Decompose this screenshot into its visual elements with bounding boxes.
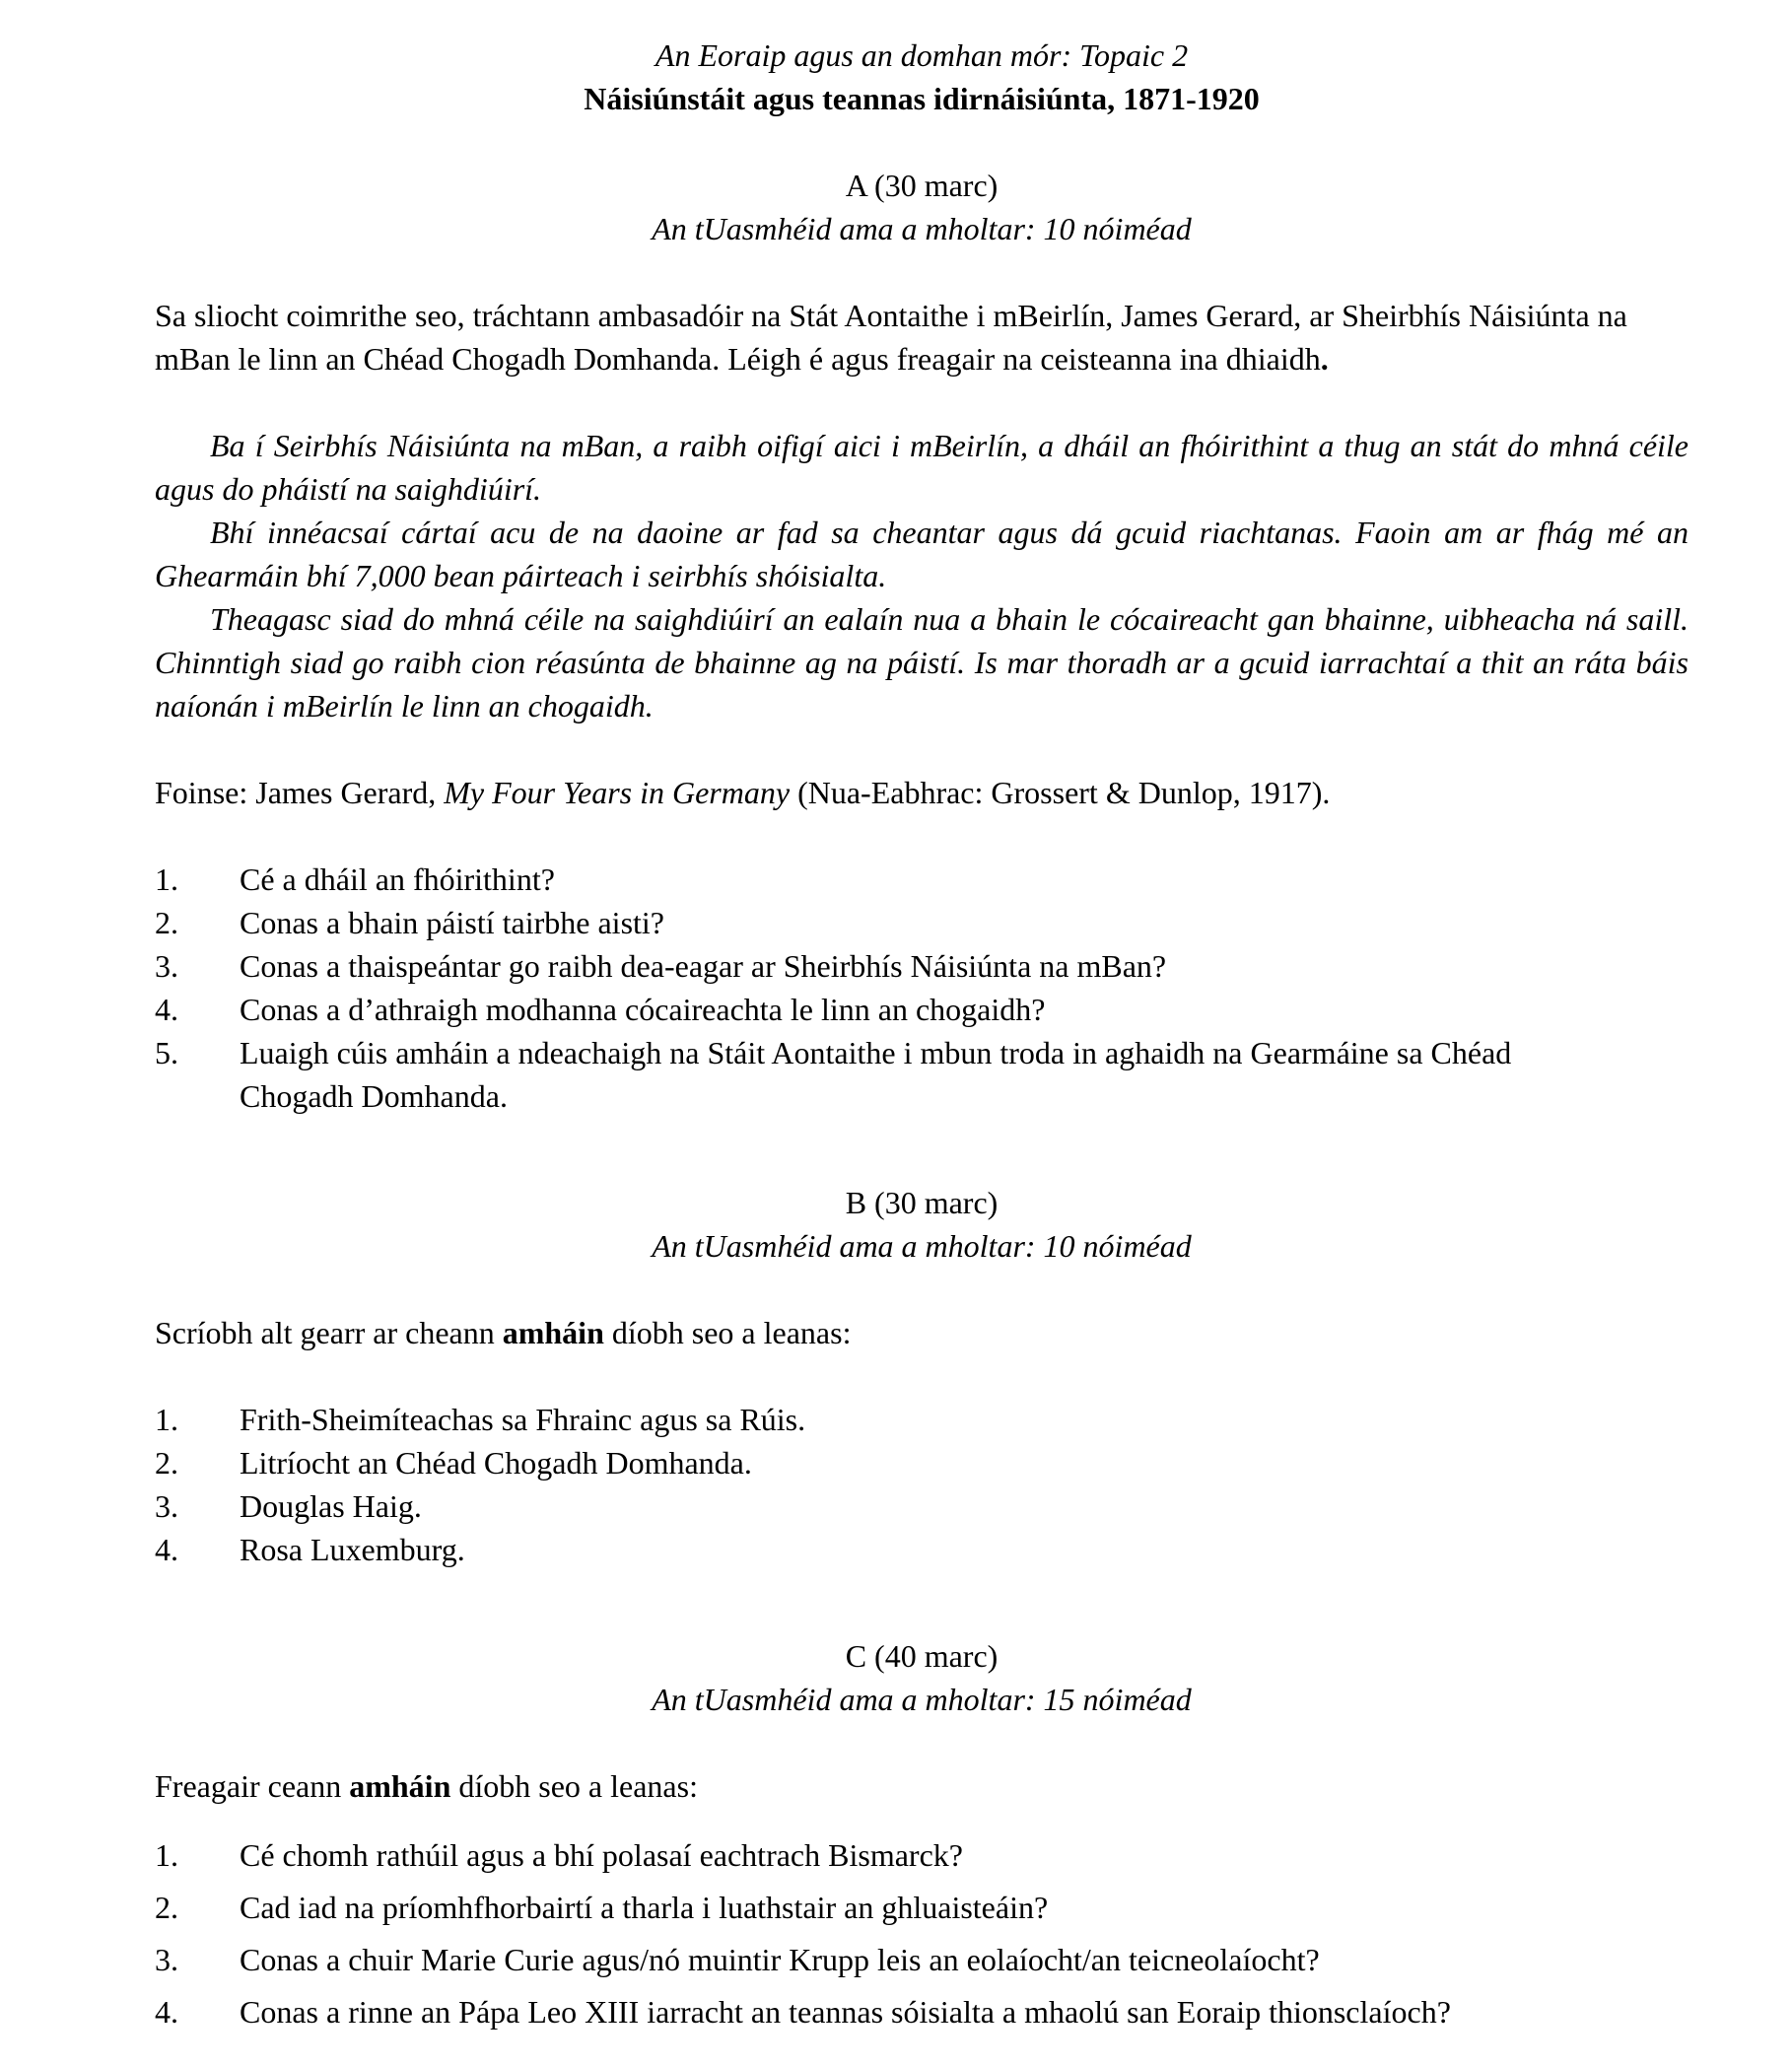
question-text: Conas a d’athraigh modhanna cócaireachta le linn an chogaidh?	[240, 992, 1046, 1027]
section-c-heading: C (40 marc)	[845, 1638, 999, 1674]
question-text: Luaigh cúis amháin a ndeachaigh na Stáit Aontaithe i mbun troda in aghaidh na Gearmáine sa Chéad Chogadh Domhanda.	[240, 1035, 1512, 1114]
section-b-prompt	[155, 1311, 1689, 1354]
question-item	[155, 1886, 1689, 1929]
doc-main-title: Náisiúnstáit agus teannas idirnáisiúnta, 1871-1920	[584, 81, 1260, 116]
question-item	[155, 1990, 1689, 2033]
question-number: 2.	[155, 1890, 178, 1925]
section-c-header	[155, 1634, 1689, 1721]
intro-text: Sa sliocht coimrithe seo, tráchtann ambasadóir na Stát Aontaithe i mBeirlín, James Gerard, ar Sheirbhís Náisiúnta na mBan le linn an Chéad Chogadh Domhanda. Léigh é agus freagair na ceisteanna ina dhiaidh	[155, 298, 1627, 377]
question-item	[155, 901, 1689, 944]
source-book-title: My Four Years in Germany	[444, 775, 791, 810]
source-citation	[155, 771, 1689, 814]
question-number: 2.	[155, 905, 178, 940]
question-text: Cé chomh rathúil agus a bhí polasaí eachtrach Bismarck?	[240, 1837, 963, 1873]
question-item	[155, 944, 1689, 988]
section-b-header	[155, 1181, 1689, 1268]
question-number: 4.	[155, 992, 178, 1027]
section-b-heading: B (30 marc)	[845, 1185, 999, 1220]
extract-paragraph: Ba í Seirbhís Náisiúnta na mBan, a raibh oifigí aici i mBeirlín, a dháil an fhóirithint a thug an stát do mhná céile agus do pháistí na saighdiúirí.	[155, 428, 1689, 507]
section-a-time-note: An tUasmhéid ama a mholtar: 10 nóiméad	[652, 211, 1192, 246]
section-a-question-list	[155, 858, 1689, 1118]
question-number: 1.	[155, 861, 178, 897]
question-number: 3.	[155, 1942, 178, 1977]
prompt-bold-word: amháin	[502, 1315, 604, 1350]
section-a-intro-paragraph	[155, 294, 1689, 380]
question-number: 1.	[155, 1837, 178, 1873]
section-b-question-list	[155, 1398, 1689, 1571]
doc-topic-title: An Eoraip agus an domhan mór: Topaic 2	[655, 37, 1189, 73]
question-text: Douglas Haig.	[240, 1488, 422, 1524]
prompt-post: díobh seo a leanas:	[450, 1768, 698, 1804]
question-number: 4.	[155, 1532, 178, 1567]
section-c-prompt	[155, 1764, 1689, 1808]
question-text: Conas a bhain páistí tairbhe aisti?	[240, 905, 664, 940]
question-number: 5.	[155, 1035, 178, 1070]
question-text: Cad iad na príomhfhorbairtí a tharla i luathstair an ghluaisteáin?	[240, 1890, 1049, 1925]
section-b-time-note: An tUasmhéid ama a mholtar: 10 nóiméad	[652, 1228, 1192, 1264]
question-text: Conas a chuir Marie Curie agus/nó muintir Krupp leis an eolaíocht/an teicneolaíocht?	[240, 1942, 1320, 1977]
question-number: 2.	[155, 1445, 178, 1481]
question-text: Conas a rinne an Pápa Leo XIII iarracht an teannas sóisialta a mhaolú san Eoraip thionsclaíoch?	[240, 1994, 1451, 2030]
question-number: 3.	[155, 1488, 178, 1524]
prompt-pre: Scríobh alt gearr ar cheann	[155, 1315, 503, 1350]
prompt-bold-word: amháin	[349, 1768, 451, 1804]
question-item	[155, 858, 1689, 901]
question-item	[155, 1484, 1689, 1528]
prompt-pre: Freagair ceann	[155, 1768, 350, 1804]
intro-bold-period: .	[1320, 341, 1329, 377]
question-item	[155, 1528, 1689, 1571]
section-c-question-list	[155, 1833, 1689, 2033]
question-number: 4.	[155, 1994, 178, 2030]
question-item	[155, 1441, 1689, 1484]
source-extract	[155, 424, 1689, 727]
section-c-time-note: An tUasmhéid ama a mholtar: 15 nóiméad	[652, 1682, 1192, 1717]
prompt-post: díobh seo a leanas:	[603, 1315, 852, 1350]
question-number: 3.	[155, 948, 178, 984]
section-a-heading: A (30 marc)	[845, 168, 999, 203]
question-text: Cé a dháil an fhóirithint?	[240, 861, 555, 897]
question-text: Frith-Sheimíteachas sa Fhrainc agus sa Rúis.	[240, 1402, 806, 1437]
question-item	[155, 1938, 1689, 1981]
extract-paragraph: Bhí innéacsaí cártaí acu de na daoine ar fad sa cheantar agus dá gcuid riachtanas. Faoin am ar fhág mé an Ghearmáin bhí 7,000 bean páirteach i seirbhís shóisialta.	[155, 515, 1689, 593]
question-number: 1.	[155, 1402, 178, 1437]
extract-paragraph: Theagasc siad do mhná céile na saighdiúirí an ealaín nua a bhain le cócaireacht gan bhainne, uibheacha ná saill. Chinntigh siad go raibh cion réasúnta de bhainne ag na páistí. Is mar thoradh ar a gcuid iarrachtaí a thit an ráta báis naíonán i mBeirlín le linn an chogaidh.	[155, 601, 1689, 723]
question-item	[155, 1031, 1689, 1118]
source-suffix: (Nua-Eabhrac: Grossert & Dunlop, 1917).	[790, 775, 1331, 810]
source-prefix: Foinse: James Gerard,	[155, 775, 445, 810]
section-a-header	[155, 164, 1689, 250]
question-item	[155, 1833, 1689, 1877]
question-item	[155, 988, 1689, 1031]
question-text: Litríocht an Chéad Chogadh Domhanda.	[240, 1445, 752, 1481]
question-text: Conas a thaispeántar go raibh dea-eagar ar Sheirbhís Náisiúnta na mBan?	[240, 948, 1167, 984]
question-item	[155, 1398, 1689, 1441]
question-text: Rosa Luxemburg.	[240, 1532, 465, 1567]
